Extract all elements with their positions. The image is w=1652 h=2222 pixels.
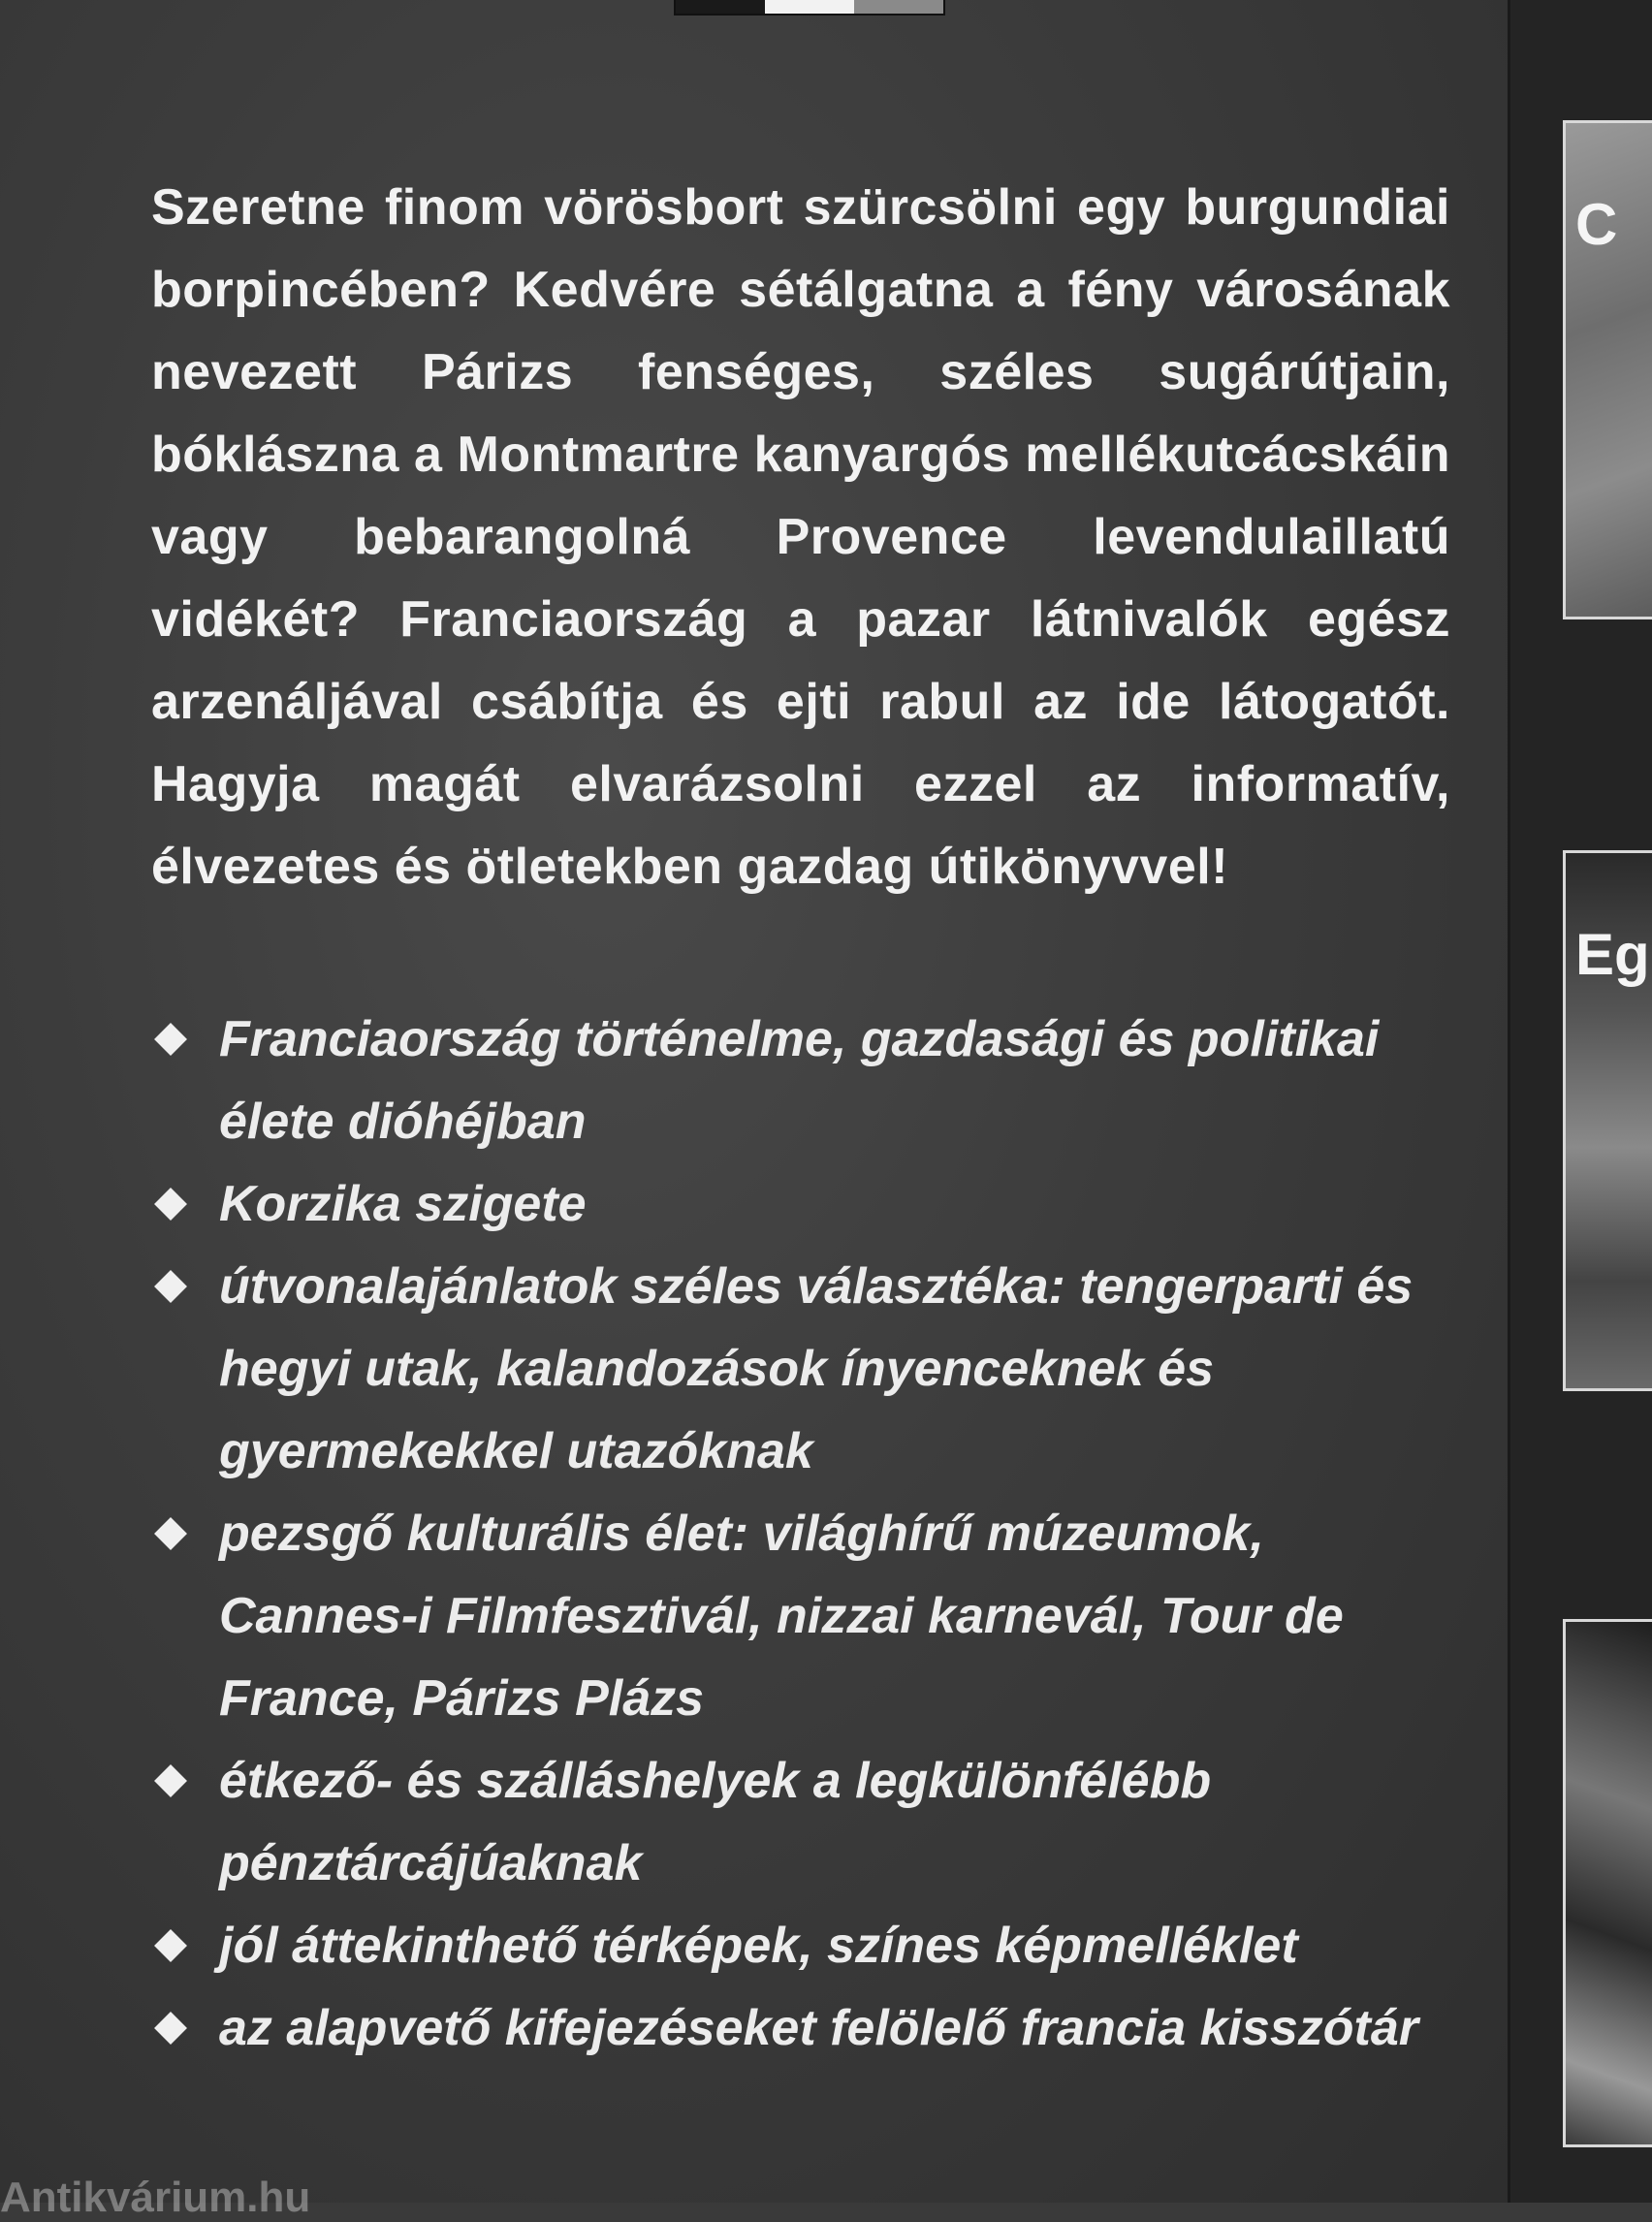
feature-text: pezsgő kulturális élet: világhírű múzeumok, Cannes-i Filmfesztivál, nizzai karnevál, Tour de France, Párizs Plázs xyxy=(219,1506,1344,1727)
diamond-bullet-icon xyxy=(154,1270,187,1303)
diamond-bullet-icon xyxy=(154,1188,187,1221)
flag-stripe-red xyxy=(854,0,943,14)
diamond-bullet-icon xyxy=(154,1023,187,1056)
feature-text: Korzika szigete xyxy=(219,1176,587,1232)
list-item xyxy=(155,1163,1454,1246)
feature-text: Franciaország történelme, gazdasági és politikai élete dióhéjban xyxy=(219,1011,1380,1150)
list-item xyxy=(155,1987,1454,2070)
list-item xyxy=(155,1905,1454,1987)
diamond-bullet-icon xyxy=(154,1764,187,1797)
list-item xyxy=(155,1493,1454,1740)
list-item xyxy=(155,1246,1454,1493)
side-series-panel xyxy=(1508,0,1652,2203)
flag-stripe-blue xyxy=(676,0,765,14)
intro-paragraph: Szeretne finom vörösbort szürcsölni egy burgundiai borpincében? Kedvére sétálgatna a fény városának nevezett Párizs fenséges, széles sugárútjain, bóklászna a Montmartre kanyargós mellékutcácskáin vagy bebarangolná Provence levendulaillatú vidékét? Franciaország a pazar látnivalók egész arzenáljával csábítja és ejti rabul az ide látogatót. Hagyja magát elvarázsolni ezzel az informatív, élvezetes és ötletekben gazdag útikönyvvel! xyxy=(151,179,1450,895)
french-flag-strip xyxy=(674,0,945,16)
series-thumbnail xyxy=(1563,120,1652,619)
diamond-bullet-icon xyxy=(154,1517,187,1550)
feature-list xyxy=(155,999,1454,2070)
series-thumbnail xyxy=(1563,1619,1652,2147)
diamond-bullet-icon xyxy=(154,1929,187,1962)
feature-text: az alapvető kifejezéseket felölelő francia kisszótár xyxy=(219,2000,1419,2056)
list-item xyxy=(155,1740,1454,1905)
feature-text: útvonalajánlatok széles választéka: tengerparti és hegyi utak, kalandozások ínyenceknek és gyermekekkel utazóknak xyxy=(219,1258,1414,1479)
list-item xyxy=(155,999,1454,1163)
feature-text: étkező- és szálláshelyek a legkülönfélébb pénztárcájúaknak xyxy=(219,1753,1212,1891)
flag-stripe-white xyxy=(765,0,854,14)
thumbnail-letter: Eg xyxy=(1575,922,1650,987)
feature-text: jól áttekinthető térképek, színes képmelléklet xyxy=(219,1918,1298,1974)
series-thumbnail xyxy=(1563,850,1652,1391)
diamond-bullet-icon xyxy=(154,2012,187,2045)
thumbnail-letter: C xyxy=(1575,192,1618,257)
watermark: Antikvárium.hu xyxy=(0,2174,311,2221)
